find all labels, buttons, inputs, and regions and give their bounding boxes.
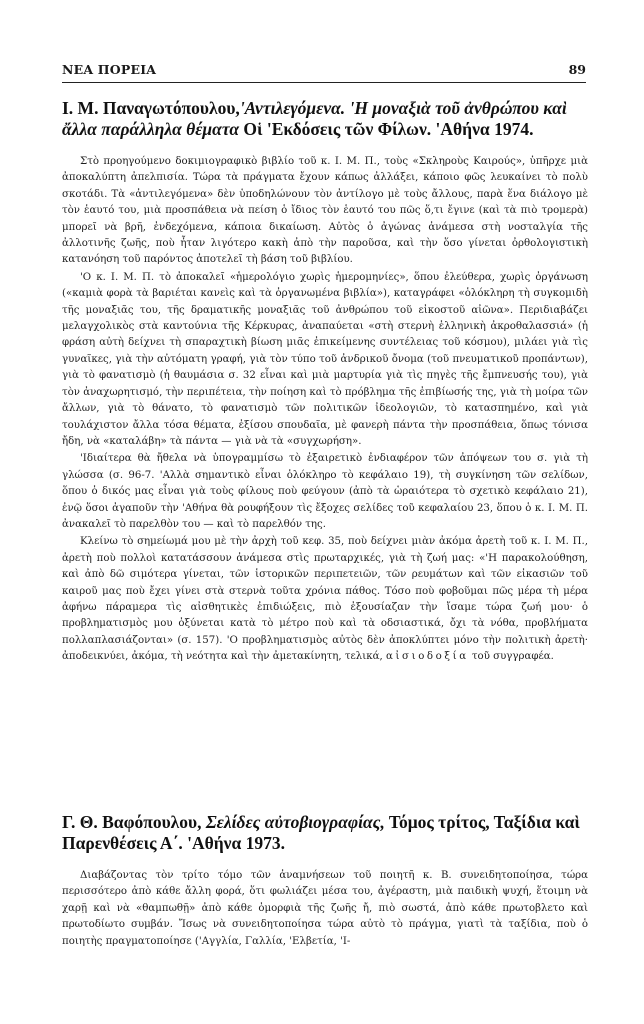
heading-publication: Τόμος τρίτος, Ταξίδια καὶ Παρενθέσεις Α΄. 'Αθήνα 1973.: [62, 812, 580, 853]
paragraph: [62, 534, 588, 665]
heading-book-title: Σελίδες αὐτοβιογραφίας,: [205, 812, 385, 832]
running-header: [62, 62, 586, 84]
emphasized-word: αἰσιοδοξία: [385, 651, 469, 663]
review-heading: [62, 98, 588, 140]
heading-book-title: 'Αντιλεγόμενα. 'Η μοναξιὰ τοῦ ἀνθρώπου καὶ ἄλλα παράλληλα θέματα: [62, 98, 567, 139]
heading-author: Γ. Θ. Βαφόπουλου,: [62, 812, 202, 832]
review-heading: [62, 812, 588, 854]
review-vafopoulos: [62, 812, 588, 950]
paragraph: Διαβάζοντας τὸν τρίτο τόμο τῶν ἀναμνήσεων τοῦ ποιητῆ κ. Β. συνειδητοποίησα, τώρα περισσότερο ἀπὸ κάθε ἄλλη φορά, ὅτι φωλιάζει μέσα του, ἀγέραστη, μιὰ παιδικὴ ψυχή, ἕτοιμη νὰ χαρῇ καὶ νὰ «θαμπωθῇ» ἀπὸ κάθε ὀμορφιὰ τῆς ζωῆς ἤ, πιὸ σωστά, ἀπὸ κάθε πρωτοβλετο καὶ πρωτοδίωτο συμβάν. Ἴσως νὰ συνειδητοποίησα τώρα αὐτὸ τὸ πράγμα, γιατὶ τὰ ταξίδια, ποὺ ὁ ποιητὴς πραγματοποίησε ('Αγγλία, Γαλλία, 'Ελβετία, 'Ι-: [62, 870, 588, 947]
header-rule: [62, 82, 586, 83]
heading-publication: Οἱ 'Εκδόσεις τῶν Φίλων. 'Αθήνα 1974.: [239, 119, 534, 139]
page-number: 89: [568, 62, 586, 77]
review-body: [62, 868, 588, 950]
paragraph: 'Ιδιαίτερα θὰ ἤθελα νὰ ὑπογραμμίσω τὸ ἐξαιρετικὸ ἐνδιαφέρον τῶν ἀπόψεων του σ. γιὰ τὴ γλώσσα (σ. 96-7. 'Αλλὰ σημαντικὸ εἶναι ὁλόκληρο τὸ κεφάλαιο 19), τὴ συγκίνηση τῶν σελίδων, ὅπου ὁ δικός μας εἶναι γιὰ τοὺς φίλους ποὺ φεύγουν (ἀπὸ τὰ ὡραιότερα τὸ σχετικὸ κεφάλαιο 21), ἐνῷ ὅσοι ἀγαποῦν τὴν 'Αθήνα θὰ ρουφήξουν τὶς ἔξοχες σελίδες τοῦ κεφαλαίου 23, ὅπου ὁ κ. Ι. Μ. Π. ἀνακαλεῖ τὸ παρελθὸν του — καὶ τὸ παρελθόν της.: [62, 453, 588, 530]
review-panagiotopoulos: [62, 98, 588, 666]
paragraph: 'Ο κ. Ι. Μ. Π. τὸ ἀποκαλεῖ «ἡμερολόγιο χωρὶς ἡμερομηνίες», ὅπου ἐλεύθερα, χωρὶς ὀργάνωση («καμιὰ φορὰ τὰ βαριέται κανεὶς καὶ τὰ ὀργανωμένα βιβλία»), καταγράφει «ὁλόκληρη τὴ συγκομιδὴ τῆς μοναξιᾶς του, τῆς δραματικῆς μοναξιᾶς τοῦ ἀνθρώπου τοῦ εἰκοστοῦ αἰῶνα». Περιδιαβάζει μελαγχολικὸς στὰ καντούνια τῆς Κέρκυρας, ἀναπαύεται «στὴ στερνὴ ἑλληνικὴ ἀκροθαλασσιά» (ἡ φράση αὐτὴ δείχνει τὴ σπαραχτικὴ βίωση μιᾶς ἐπικείμενης συντέλειας τοῦ κόσμου), μιλάει γιὰ τὶς γυναῖκες, γιὰ τὴν αὐτόματη γραφή, γιὰ τὸν τύπο τοῦ ἀνδρικοῦ ὄνομα (τοῦ πνευματικοῦ προπάντων), γιὰ τὸ φανατισμὸ (ἡ θαυμάσια σ. 32 εἶναι καὶ μιὰ μαρτυρία γιὰ τὶς πηγὲς τῆς ἔμπνευσής του), γιὰ τὸν ἀναχωρητισμό, τὴν περιπέτεια, τὴν ποίηση καὶ τὸ πρόβλημα τῆς ἐπιβίωσής της, γιὰ τὴ μοίρα τῶν ἄλλων, γιὰ τὸ θάνατο, τὸ φανατισμὸ τῶν πολιτικῶν ἰδεολογιῶν, τὸ κατασπημένο, καὶ γιὰ τουλάχιστον ἄλλα τόσα θέματα, ἐξίσου σπουδαῖα, μὲ φανερὴ πάντα τὴν προσπάθεια, ὅπως τόνισα ἤδη, νὰ «καταλάβη» τὰ πάντα — γιὰ νὰ τὰ «συγχωρήση».: [62, 271, 588, 447]
paragraph-text: Κλείνω τὸ σημείωμά μου μὲ τὴν ἀρχὴ τοῦ κεφ. 35, ποὺ δείχνει μιὰν ἀκόμα ἀρετὴ τοῦ κ. Ι. Μ. Π., ἀρετὴ ποὺ πολλοὶ κατατάσσουν ἀνάμεσα στὶς πρωταρχικές, γιὰ τὴ ζωή μας: «'Η παρακολούθηση, καὶ ἀπὸ δῶ σιμότερα γίνεται, τῶν ἱστορικῶν περιπετειῶν, τῶν ρευμάτων καὶ τῶν εἰκασιῶν τοῦ καιροῦ μας ποὺ ἔχει γίνει στὰ στερνὰ τοῦτα χρόνια πάθος. Τόσο ποὺ φοβοῦμαι πῶς μέρα τὴ μέρα ἀφήνω πάραμερα τὶς αἰσθητικὲς ἐπιδιώξεις, πιὸ ἐξουσίαζαν τὴν ἴσαμε τώρα ζωή μου· ὁ προβληματισμὸς μου ὀξύνεται κατὰ τὸ μέτρο ποὺ καὶ τὰ οδσιαστικά, ὄχι τὰ νόθα, προβλήματα πολλαπλασιάζονται» (σ. 157). 'Ο προβληματισμὸς αὐτὸς δὲν ἀποκλύπτει μόνο τὴν πολιτικὴ ἀρετὴ· ἀποδεικνύει, ἀκόμα, τὴ νεότητα καὶ τὴν ἀμετακίνητη, τελικά,: [62, 536, 588, 663]
paragraph: Στὸ προηγούμενο δοκιμιογραφικὸ βιβλίο τοῦ κ. Ι. Μ. Π., τοὺς «Σκληροὺς Καιρούς», ὑπῆρχε μιὰ ἀποκαλύπτη ἀπελπισία. Τώρα τὰ πράγματα ἔχουν κάπως ἀλλάξει, κάποιο φῶς λευκαίνει τὸ πολὺ σκοτάδι. Τὰ «ἀντιλεγόμενα» δὲν ὑποδηλώνουν τὸν ἀντίλογο μὲ τοὺς ἄλλους, παρὰ ἕνα διάλογο μὲ τὸν ἑαυτό του, μιὰ προσπάθεια νὰ πείση ὁ ἴδιος τὸν ἑαυτό του πῶς ὅ,τι ἔγινε (καὶ τὰ πιὸ τρομερὰ) μπορεῖ νὰ βρῆ, ἐνδεχόμενα, κάποια δικαίωση. Αὐτὸς ὁ ἀγώνας ἀνάμεσα στὴ νοσταλγία τῆς ἀλλοτινῆς ζωῆς, ποὺ ἦταν λιγότερο κακὴ ἀπὸ τὴν παροῦσα, καὶ τὴν ὅσο γίνεται ὀρθολογιστικὴ κατανόηση τοῦ παρόντος ἀποτελεῖ τὴ βάση τοῦ βιβλίου.: [62, 156, 588, 266]
journal-title: ΝΕΑ ΠΟΡΕΙΑ: [62, 62, 157, 77]
review-body: [62, 154, 588, 666]
heading-author: Ι. Μ. Παναγωτόπουλου,: [62, 98, 240, 118]
paragraph-text: τοῦ συγγραφέα.: [468, 651, 554, 663]
